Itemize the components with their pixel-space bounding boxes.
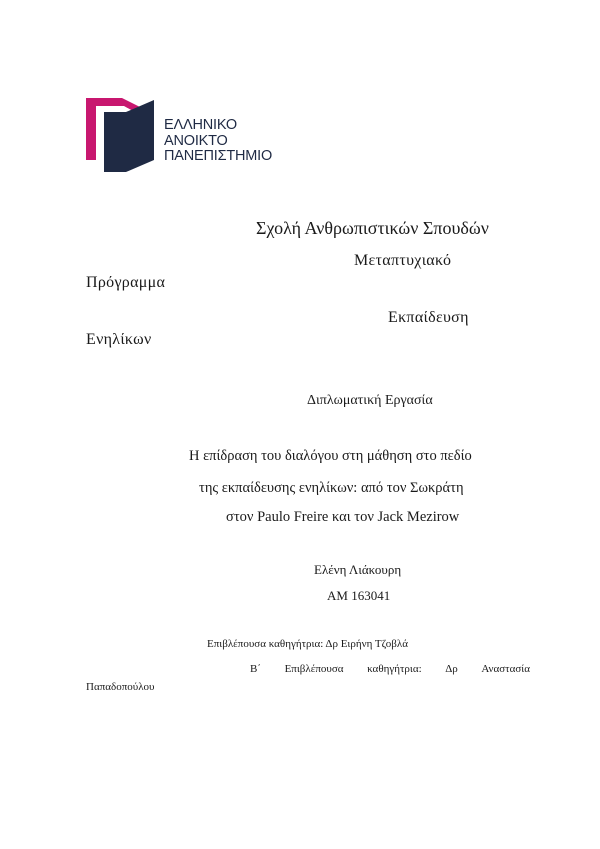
thesis-type: Διπλωματική Εργασία — [307, 393, 433, 408]
logo-line: ΕΛΛΗΝΙΚΟ — [164, 117, 237, 133]
program-line: Ενηλίκων — [86, 331, 152, 348]
program-line: Μεταπτυχιακό — [354, 252, 452, 269]
supervisor-word: καθηγήτρια: — [367, 663, 422, 675]
supervisor-word: Δρ — [445, 663, 458, 675]
logo-wordmark — [164, 118, 272, 165]
thesis-title-line: στον Paulo Freire και τον Jack Mezirow — [226, 509, 460, 525]
student-id: ΑΜ 163041 — [327, 588, 391, 603]
supervisor-word: Επιβλέπουσα — [284, 663, 344, 675]
thesis-title-line: της εκπαίδευσης ενηλίκων: από τον Σωκράτη — [199, 480, 464, 496]
first-supervisor: Επιβλέπουσα καθηγήτρια: Δρ Ειρήνη Τζοβλά — [207, 638, 408, 650]
supervisor-word: Αναστασία — [481, 663, 530, 675]
program-line: Πρόγραμμα — [86, 274, 166, 291]
second-supervisor-surname: Παπαδοπούλου — [86, 681, 155, 693]
supervisor-word: Β΄ — [250, 663, 261, 675]
logo-line: ΑΝΟΙΚΤΟ — [164, 132, 228, 149]
author-name: Ελένη Λιάκουρη — [314, 562, 402, 577]
thesis-title-line: Η επίδραση του διαλόγου στη μάθηση στο πεδίο — [189, 448, 472, 464]
second-supervisor — [250, 663, 530, 675]
logo-line: ΠΑΝΕΠΙΣΤΗΜΙΟ — [164, 148, 273, 164]
program-line: Εκπαίδευση — [388, 309, 469, 326]
school-name: Σχολή Ανθρωπιστικών Σπουδών — [256, 218, 489, 238]
